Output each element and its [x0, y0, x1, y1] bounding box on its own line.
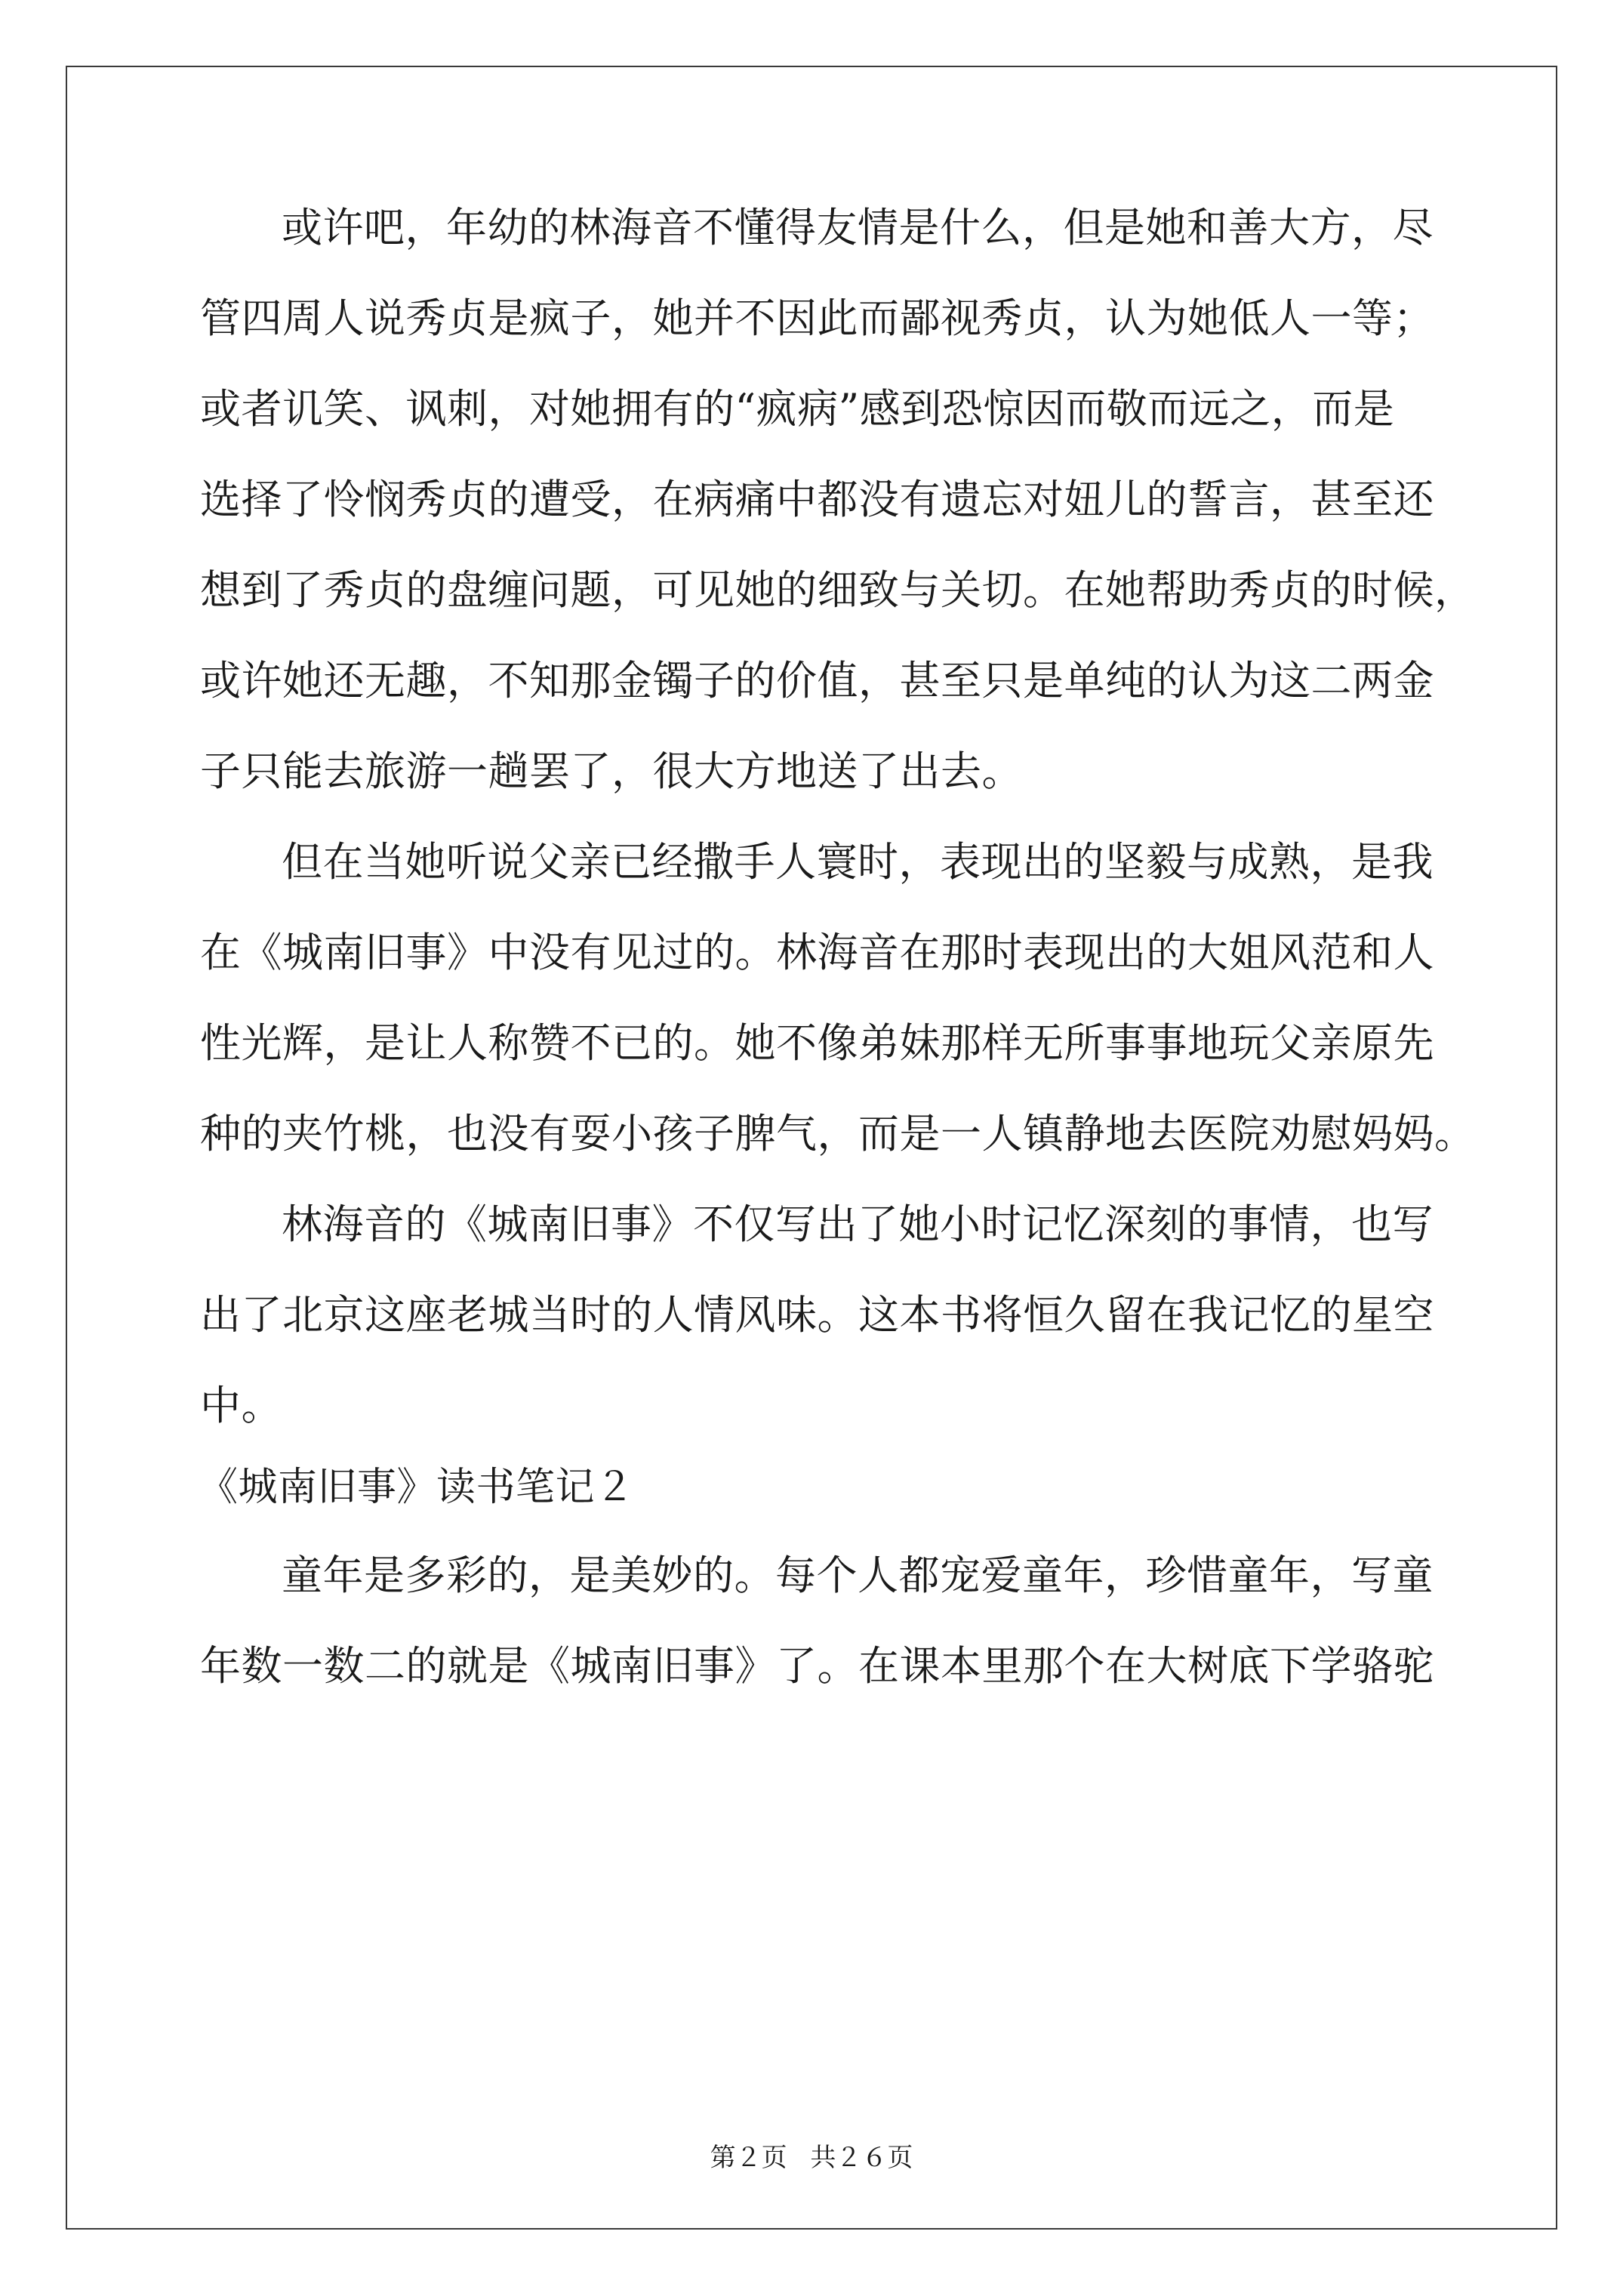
text-line: 年数一数二的就是《城南旧事》了。在课本里那个在大树底下学骆驼 — [200, 1642, 1434, 1690]
text-line: 在《城南旧事》中没有见过的。林海音在那时表现出的大姐风范和人 — [200, 929, 1434, 976]
text-line: 或许吧，年幼的林海音不懂得友情是什么，但是她和善大方，尽 — [282, 204, 1434, 251]
page-number: 第２页 — [710, 2143, 787, 2173]
text-line: 或许她还无趣，不知那金镯子的价值，甚至只是单纯的认为这二两金 — [200, 657, 1434, 704]
text-line: 性光辉，是让人称赞不已的。她不像弟妹那样无所事事地玩父亲原先 — [200, 1019, 1434, 1067]
text-line: 出了北京这座老城当时的人情风味。这本书将恒久留在我记忆的星空 — [200, 1291, 1434, 1339]
section-heading: 《城南旧事》读书笔记２ — [199, 1465, 635, 1510]
page-footer — [0, 2143, 1623, 2173]
text-line: 想到了秀贞的盘缠问题，可见她的细致与关切。在她帮助秀贞的时候， — [200, 566, 1476, 614]
text-line: 但在当她听说父亲已经撒手人寰时，表现出的坚毅与成熟，是我 — [282, 838, 1434, 886]
text-line: 中。 — [200, 1382, 282, 1429]
text-line: 管四周人说秀贞是疯子，她并不因此而鄙视秀贞，认为她低人一等； — [200, 294, 1434, 342]
page-total: 共２６页 — [810, 2143, 913, 2173]
text-line: 选择了怜悯秀贞的遭受，在病痛中都没有遗忘对妞儿的誓言，甚至还 — [200, 476, 1434, 523]
text-line: 童年是多彩的，是美妙的。每个人都宠爱童年，珍惜童年，写童 — [282, 1552, 1434, 1599]
text-line: 子只能去旅游一趟罢了，很大方地送了出去。 — [200, 747, 1023, 795]
text-line: 或者讥笑、讽刺，对她拥有的“疯病”感到恐惊因而敬而远之，而是 — [200, 385, 1395, 433]
text-line: 林海音的《城南旧事》不仅写出了她小时记忆深刻的事情，也写 — [282, 1200, 1434, 1248]
text-line: 种的夹竹桃，也没有耍小孩子脾气，而是一人镇静地去医院劝慰妈妈。 — [200, 1110, 1476, 1157]
